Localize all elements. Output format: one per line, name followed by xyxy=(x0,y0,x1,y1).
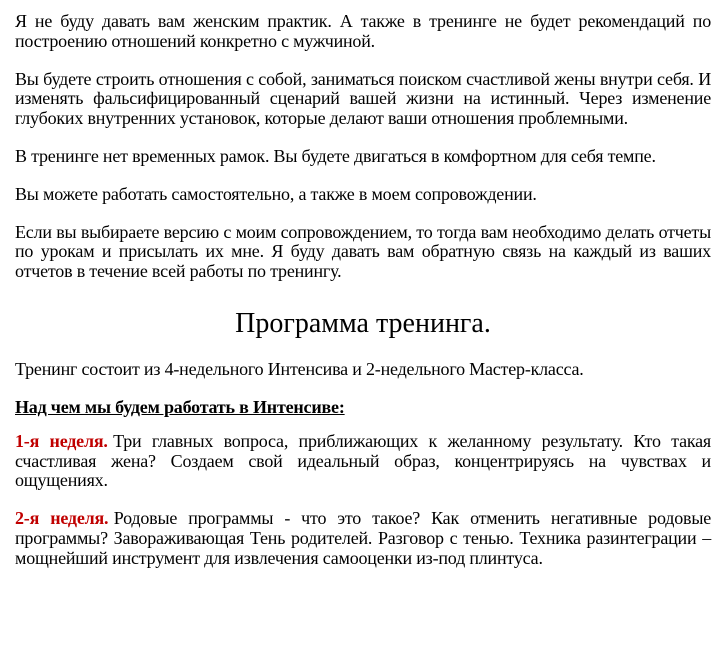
week-1-paragraph xyxy=(15,432,711,491)
week-1-label: 1-я неделя. xyxy=(15,430,108,451)
intro-paragraph-2: Вы будете строить отношения с собой, заниматься поиском счастливой жены внутри себя. И изменять фальсифицированный сценарий вашей жизни на истинный. Через изменение глубоких внутренних установок, которые делают ваши отношения проблемными. xyxy=(15,68,711,129)
intro-paragraph-5: Если вы выбираете версию с моим сопровождением, то тогда вам необходимо делать отчеты по урокам и присылать их мне. Я буду давать вам обратную связь на каждый из ваших отчетов в течение всей работы по тренингу. xyxy=(15,221,711,282)
week-2-text: Родовые программы - что это такое? Как отменить негативные родовые программы? Завораживающая Тень родителей. Разговор с тенью. Техника разинтеграции – мощнейший инструмент для извлечения самооценки из-под плинтуса. xyxy=(15,508,711,568)
intro-paragraph-4: Вы можете работать самостоятельно, а также в моем сопровождении. xyxy=(15,183,537,204)
program-summary: Тренинг состоит из 4-недельного Интенсива и 2-недельного Мастер-класса. xyxy=(15,359,584,380)
intro-paragraph-1: Я не буду давать вам женским практик. А также в тренинге не будет рекомендаций по построению отношений конкретно с мужчиной. xyxy=(15,11,711,51)
week-2-paragraph xyxy=(15,509,711,568)
week-1-text: Три главных вопроса, приближающих к желанному результату. Кто такая счастливая жена? Создаем свой идеальный образ, концентрируясь на чувствах и ощущениях. xyxy=(15,430,711,491)
week-2-label: 2-я неделя. xyxy=(15,508,109,529)
program-title: Программа тренинга. xyxy=(235,307,491,339)
intro-paragraph-3: В тренинге нет временных рамок. Вы будете двигаться в комфортном для себя темпе. xyxy=(15,145,656,166)
intensive-section-heading: Над чем мы будем работать в Интенсиве: xyxy=(15,396,345,417)
